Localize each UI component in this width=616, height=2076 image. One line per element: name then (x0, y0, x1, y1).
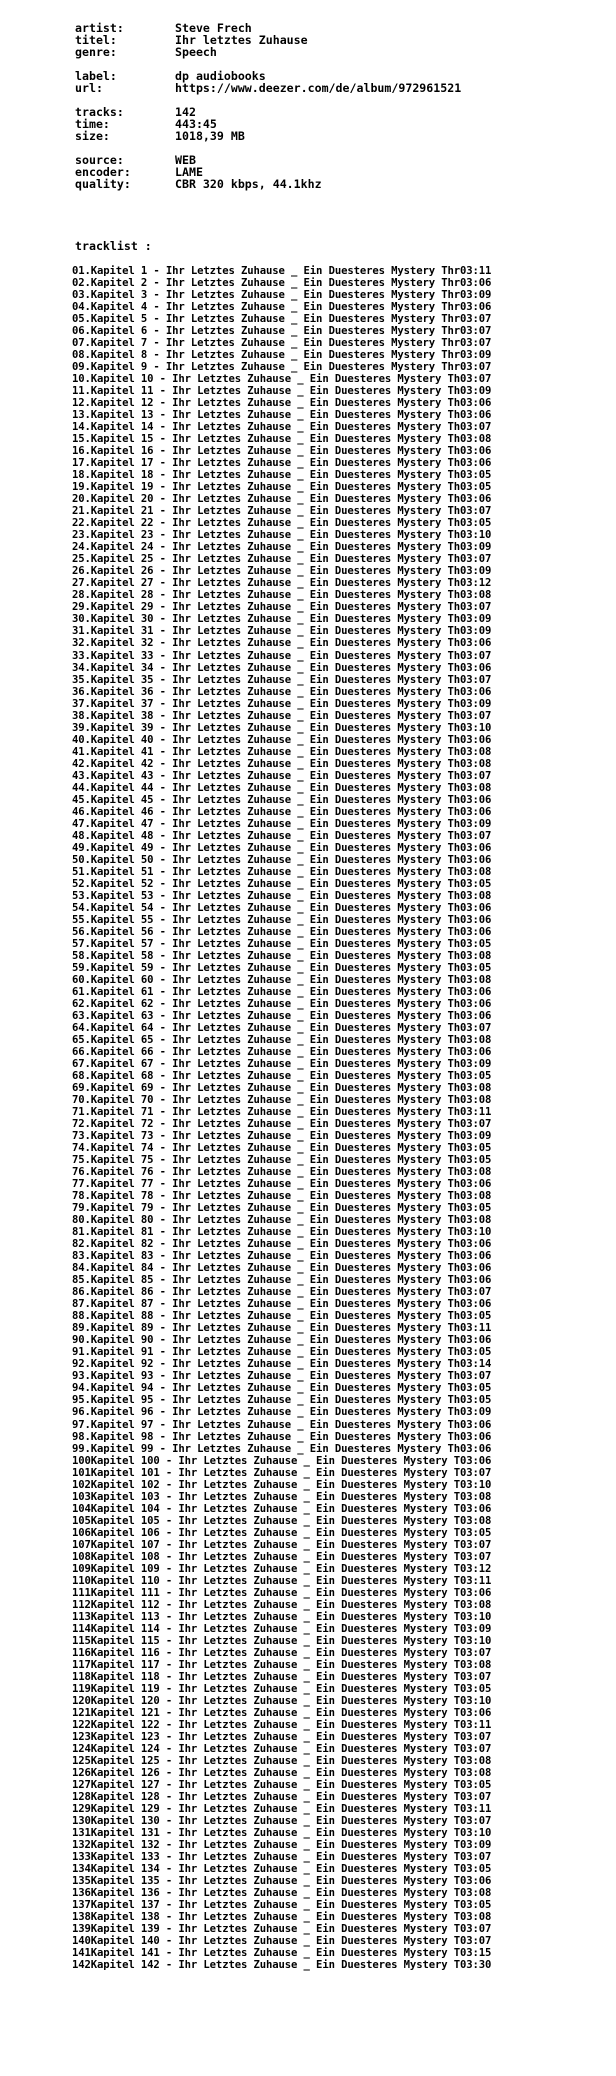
info-key: source: (75, 153, 124, 167)
info-value: 142 (175, 105, 196, 119)
track-row: 68.Kapitel 68 - Ihr Letztes Zuhause _ Ein Duesteres Mystery Th03:05 (72, 1070, 492, 1083)
track-row: 35.Kapitel 35 - Ihr Letztes Zuhause _ Ein Duesteres Mystery Th03:07 (72, 673, 492, 686)
track-row: 33.Kapitel 33 - Ihr Letztes Zuhause _ Ein Duesteres Mystery Th03:07 (72, 649, 492, 662)
track-row: 122Kapitel 122 - Ihr Letztes Zuhause _ Ein Duesteres Mystery T03:11 (72, 1718, 492, 1731)
track-row: 139Kapitel 139 - Ihr Letztes Zuhause _ Ein Duesteres Mystery T03:07 (72, 1923, 492, 1936)
track-row: 15.Kapitel 15 - Ihr Letztes Zuhause _ Ein Duesteres Mystery Th03:08 (72, 433, 492, 446)
track-row: 109Kapitel 109 - Ihr Letztes Zuhause _ Ein Duesteres Mystery T03:12 (72, 1562, 492, 1575)
info-key: size: (75, 129, 110, 143)
track-row: 125Kapitel 125 - Ihr Letztes Zuhause _ Ein Duesteres Mystery T03:08 (72, 1754, 492, 1767)
info-spacer (75, 94, 461, 106)
track-row: 101Kapitel 101 - Ihr Letztes Zuhause _ Ein Duesteres Mystery T03:07 (72, 1466, 492, 1479)
track-row: 133Kapitel 133 - Ihr Letztes Zuhause _ Ein Duesteres Mystery T03:07 (72, 1851, 492, 1864)
track-row: 127Kapitel 127 - Ihr Letztes Zuhause _ Ein Duesteres Mystery T03:05 (72, 1778, 492, 1791)
track-row: 40.Kapitel 40 - Ihr Letztes Zuhause _ Ein Duesteres Mystery Th03:06 (72, 733, 492, 746)
track-row: 82.Kapitel 82 - Ihr Letztes Zuhause _ Ein Duesteres Mystery Th03:06 (72, 1238, 492, 1251)
info-value: Ihr letztes Zuhause (175, 33, 308, 47)
track-row: 60.Kapitel 60 - Ihr Letztes Zuhause _ Ein Duesteres Mystery Th03:08 (72, 973, 492, 986)
track-row: 64.Kapitel 64 - Ihr Letztes Zuhause _ Ein Duesteres Mystery Th03:07 (72, 1021, 492, 1034)
track-row: 116Kapitel 116 - Ihr Letztes Zuhause _ Ein Duesteres Mystery T03:07 (72, 1646, 492, 1659)
track-row: 59.Kapitel 59 - Ihr Letztes Zuhause _ Ein Duesteres Mystery Th03:05 (72, 961, 492, 974)
track-row: 56.Kapitel 56 - Ihr Letztes Zuhause _ Ein Duesteres Mystery Th03:06 (72, 925, 492, 938)
info-value: 443:45 (175, 117, 217, 131)
track-row: 26.Kapitel 26 - Ihr Letztes Zuhause _ Ein Duesteres Mystery Th03:09 (72, 565, 492, 578)
info-value: WEB (175, 153, 196, 167)
track-row: 46.Kapitel 46 - Ihr Letztes Zuhause _ Ein Duesteres Mystery Th03:06 (72, 805, 492, 818)
info-key: label: (75, 69, 117, 83)
track-row: 129Kapitel 129 - Ihr Letztes Zuhause _ Ein Duesteres Mystery T03:11 (72, 1803, 492, 1815)
track-row: 138Kapitel 138 - Ihr Letztes Zuhause _ Ein Duesteres Mystery T03:08 (72, 1911, 492, 1924)
track-row: 96.Kapitel 96 - Ihr Letztes Zuhause _ Ein Duesteres Mystery Th03:09 (72, 1406, 492, 1419)
track-row: 108Kapitel 108 - Ihr Letztes Zuhause _ Ein Duesteres Mystery T03:07 (72, 1550, 492, 1563)
track-row: 24.Kapitel 24 - Ihr Letztes Zuhause _ Ein Duesteres Mystery Th03:09 (72, 541, 492, 554)
track-row: 30.Kapitel 30 - Ihr Letztes Zuhause _ Ein Duesteres Mystery Th03:09 (72, 613, 492, 626)
track-row: 42.Kapitel 42 - Ihr Letztes Zuhause _ Ein Duesteres Mystery Th03:08 (72, 757, 492, 770)
info-key: titel: (75, 33, 117, 47)
info-row (75, 154, 461, 166)
track-row: 69.Kapitel 69 - Ihr Letztes Zuhause _ Ein Duesteres Mystery Th03:08 (72, 1082, 492, 1095)
track-row: 09.Kapitel 9 - Ihr Letztes Zuhause _ Ein Duesteres Mystery Thr03:07 (72, 361, 492, 374)
track-row: 37.Kapitel 37 - Ihr Letztes Zuhause _ Ein Duesteres Mystery Th03:09 (72, 697, 492, 710)
track-row: 11.Kapitel 11 - Ihr Letztes Zuhause _ Ein Duesteres Mystery Th03:09 (72, 385, 492, 398)
track-row: 51.Kapitel 51 - Ihr Letztes Zuhause _ Ein Duesteres Mystery Th03:08 (72, 865, 492, 878)
track-row: 79.Kapitel 79 - Ihr Letztes Zuhause _ Ein Duesteres Mystery Th03:05 (72, 1202, 492, 1215)
track-row: 13.Kapitel 13 - Ihr Letztes Zuhause _ Ein Duesteres Mystery Th03:06 (72, 409, 492, 422)
info-key: artist: (75, 21, 124, 35)
info-row (75, 106, 461, 118)
track-row: 53.Kapitel 53 - Ihr Letztes Zuhause _ Ein Duesteres Mystery Th03:08 (72, 889, 492, 902)
info-row (75, 178, 461, 190)
info-row (75, 46, 461, 58)
track-row: 106Kapitel 106 - Ihr Letztes Zuhause _ Ein Duesteres Mystery T03:05 (72, 1526, 492, 1539)
track-row: 93.Kapitel 93 - Ihr Letztes Zuhause _ Ein Duesteres Mystery Th03:07 (72, 1370, 492, 1383)
track-row: 131Kapitel 131 - Ihr Letztes Zuhause _ Ein Duesteres Mystery T03:10 (72, 1827, 492, 1840)
info-value: Steve Frech (175, 21, 252, 35)
track-row: 47.Kapitel 47 - Ihr Letztes Zuhause _ Ein Duesteres Mystery Th03:09 (72, 817, 492, 830)
track-row: 114Kapitel 114 - Ihr Letztes Zuhause _ Ein Duesteres Mystery T03:09 (72, 1622, 492, 1635)
info-value: Speech (175, 45, 217, 59)
track-row: 107Kapitel 107 - Ihr Letztes Zuhause _ Ein Duesteres Mystery T03:07 (72, 1538, 492, 1551)
track-row: 76.Kapitel 76 - Ihr Letztes Zuhause _ Ein Duesteres Mystery Th03:08 (72, 1166, 492, 1179)
track-row: 21.Kapitel 21 - Ihr Letztes Zuhause _ Ein Duesteres Mystery Th03:07 (72, 505, 492, 518)
track-row: 128Kapitel 128 - Ihr Letztes Zuhause _ Ein Duesteres Mystery T03:07 (72, 1790, 492, 1803)
track-row: 08.Kapitel 8 - Ihr Letztes Zuhause _ Ein Duesteres Mystery Thr03:09 (72, 349, 492, 362)
track-row: 112Kapitel 112 - Ihr Letztes Zuhause _ Ein Duesteres Mystery T03:08 (72, 1598, 492, 1611)
track-row: 92.Kapitel 92 - Ihr Letztes Zuhause _ Ein Duesteres Mystery Th03:14 (72, 1358, 492, 1371)
track-row: 100Kapitel 100 - Ihr Letztes Zuhause _ Ein Duesteres Mystery T03:06 (72, 1454, 492, 1467)
info-spacer (75, 58, 461, 70)
track-row: 87.Kapitel 87 - Ihr Letztes Zuhause _ Ein Duesteres Mystery Th03:06 (72, 1298, 492, 1311)
track-row: 25.Kapitel 25 - Ihr Letztes Zuhause _ Ein Duesteres Mystery Th03:07 (72, 553, 492, 566)
track-row: 03.Kapitel 3 - Ihr Letztes Zuhause _ Ein Duesteres Mystery Thr03:09 (72, 289, 492, 302)
track-row: 78.Kapitel 78 - Ihr Letztes Zuhause _ Ein Duesteres Mystery Th03:08 (72, 1190, 492, 1203)
track-row: 115Kapitel 115 - Ihr Letztes Zuhause _ Ein Duesteres Mystery T03:10 (72, 1634, 492, 1647)
track-row: 58.Kapitel 58 - Ihr Letztes Zuhause _ Ein Duesteres Mystery Th03:08 (72, 949, 492, 962)
track-row: 45.Kapitel 45 - Ihr Letztes Zuhause _ Ein Duesteres Mystery Th03:06 (72, 793, 492, 806)
track-row: 16.Kapitel 16 - Ihr Letztes Zuhause _ Ein Duesteres Mystery Th03:06 (72, 445, 492, 458)
info-key: genre: (75, 45, 117, 59)
track-row: 04.Kapitel 4 - Ihr Letztes Zuhause _ Ein Duesteres Mystery Thr03:06 (72, 301, 492, 314)
info-value: dp audiobooks (175, 69, 266, 83)
track-row: 43.Kapitel 43 - Ihr Letztes Zuhause _ Ein Duesteres Mystery Th03:07 (72, 769, 492, 782)
info-spacer (75, 142, 461, 154)
track-row: 104Kapitel 104 - Ihr Letztes Zuhause _ Ein Duesteres Mystery T03:06 (72, 1502, 492, 1515)
track-row: 141Kapitel 141 - Ihr Letztes Zuhause _ Ein Duesteres Mystery T03:15 (72, 1947, 492, 1960)
info-key: url: (75, 81, 103, 95)
track-row: 136Kapitel 136 - Ihr Letztes Zuhause _ Ein Duesteres Mystery T03:08 (72, 1887, 492, 1900)
info-value: LAME (175, 165, 203, 179)
track-row: 63.Kapitel 63 - Ihr Letztes Zuhause _ Ein Duesteres Mystery Th03:06 (72, 1009, 492, 1022)
track-row: 119Kapitel 119 - Ihr Letztes Zuhause _ Ein Duesteres Mystery T03:05 (72, 1682, 492, 1695)
track-row: 105Kapitel 105 - Ihr Letztes Zuhause _ Ein Duesteres Mystery T03:08 (72, 1514, 492, 1527)
track-row: 28.Kapitel 28 - Ihr Letztes Zuhause _ Ein Duesteres Mystery Th03:08 (72, 589, 492, 602)
track-row: 80.Kapitel 80 - Ihr Letztes Zuhause _ Ein Duesteres Mystery Th03:08 (72, 1214, 492, 1227)
track-row: 89.Kapitel 89 - Ihr Letztes Zuhause _ Ein Duesteres Mystery Th03:11 (72, 1322, 492, 1335)
track-row: 130Kapitel 130 - Ihr Letztes Zuhause _ Ein Duesteres Mystery T03:07 (72, 1815, 492, 1828)
track-row: 05.Kapitel 5 - Ihr Letztes Zuhause _ Ein Duesteres Mystery Thr03:07 (72, 313, 492, 326)
track-row: 111Kapitel 111 - Ihr Letztes Zuhause _ Ein Duesteres Mystery T03:06 (72, 1586, 492, 1599)
track-row: 67.Kapitel 67 - Ihr Letztes Zuhause _ Ein Duesteres Mystery Th03:09 (72, 1058, 492, 1071)
track-row: 103Kapitel 103 - Ihr Letztes Zuhause _ Ein Duesteres Mystery T03:08 (72, 1490, 492, 1503)
track-row: 110Kapitel 110 - Ihr Letztes Zuhause _ Ein Duesteres Mystery T03:11 (72, 1574, 492, 1587)
info-row (75, 118, 461, 130)
track-row: 61.Kapitel 61 - Ihr Letztes Zuhause _ Ein Duesteres Mystery Th03:06 (72, 985, 492, 998)
track-row: 14.Kapitel 14 - Ihr Letztes Zuhause _ Ein Duesteres Mystery Th03:07 (72, 421, 492, 434)
track-row: 99.Kapitel 99 - Ihr Letztes Zuhause _ Ein Duesteres Mystery Th03:06 (72, 1442, 492, 1455)
track-row: 41.Kapitel 41 - Ihr Letztes Zuhause _ Ein Duesteres Mystery Th03:08 (72, 745, 492, 758)
track-row: 118Kapitel 118 - Ihr Letztes Zuhause _ Ein Duesteres Mystery T03:07 (72, 1670, 492, 1683)
track-row: 36.Kapitel 36 - Ihr Letztes Zuhause _ Ein Duesteres Mystery Th03:06 (72, 685, 492, 698)
info-row (75, 130, 461, 142)
track-row: 113Kapitel 113 - Ihr Letztes Zuhause _ Ein Duesteres Mystery T03:10 (72, 1610, 492, 1623)
track-row: 90.Kapitel 90 - Ihr Letztes Zuhause _ Ein Duesteres Mystery Th03:06 (72, 1334, 492, 1347)
track-row: 83.Kapitel 83 - Ihr Letztes Zuhause _ Ein Duesteres Mystery Th03:06 (72, 1250, 492, 1263)
track-row: 77.Kapitel 77 - Ihr Letztes Zuhause _ Ein Duesteres Mystery Th03:06 (72, 1178, 492, 1191)
track-row: 22.Kapitel 22 - Ihr Letztes Zuhause _ Ein Duesteres Mystery Th03:05 (72, 517, 492, 530)
track-row: 55.Kapitel 55 - Ihr Letztes Zuhause _ Ein Duesteres Mystery Th03:06 (72, 913, 492, 926)
track-row: 29.Kapitel 29 - Ihr Letztes Zuhause _ Ein Duesteres Mystery Th03:07 (72, 601, 492, 614)
track-row: 97.Kapitel 97 - Ihr Letztes Zuhause _ Ein Duesteres Mystery Th03:06 (72, 1418, 492, 1431)
track-row: 49.Kapitel 49 - Ihr Letztes Zuhause _ Ein Duesteres Mystery Th03:06 (72, 841, 492, 854)
track-row: 137Kapitel 137 - Ihr Letztes Zuhause _ Ein Duesteres Mystery T03:05 (72, 1899, 492, 1912)
track-row: 31.Kapitel 31 - Ihr Letztes Zuhause _ Ein Duesteres Mystery Th03:09 (72, 625, 492, 638)
track-row: 124Kapitel 124 - Ihr Letztes Zuhause _ Ein Duesteres Mystery T03:07 (72, 1742, 492, 1755)
track-row: 102Kapitel 102 - Ihr Letztes Zuhause _ Ein Duesteres Mystery T03:10 (72, 1478, 492, 1491)
track-row: 142Kapitel 142 - Ihr Letztes Zuhause _ Ein Duesteres Mystery T03:30 (72, 1959, 492, 1972)
track-row: 57.Kapitel 57 - Ihr Letztes Zuhause _ Ein Duesteres Mystery Th03:05 (72, 937, 492, 950)
track-row: 135Kapitel 135 - Ihr Letztes Zuhause _ Ein Duesteres Mystery T03:06 (72, 1875, 492, 1888)
track-row: 66.Kapitel 66 - Ihr Letztes Zuhause _ Ein Duesteres Mystery Th03:06 (72, 1046, 492, 1059)
track-row: 84.Kapitel 84 - Ihr Letztes Zuhause _ Ein Duesteres Mystery Th03:06 (72, 1262, 492, 1275)
track-row: 12.Kapitel 12 - Ihr Letztes Zuhause _ Ein Duesteres Mystery Th03:06 (72, 397, 492, 410)
track-row: 132Kapitel 132 - Ihr Letztes Zuhause _ Ein Duesteres Mystery T03:09 (72, 1839, 492, 1852)
tracklist-heading: tracklist : (75, 239, 152, 253)
track-row: 44.Kapitel 44 - Ihr Letztes Zuhause _ Ein Duesteres Mystery Th03:08 (72, 781, 492, 794)
track-row: 01.Kapitel 1 - Ihr Letztes Zuhause _ Ein Duesteres Mystery Thr03:11 (72, 265, 492, 277)
track-row: 02.Kapitel 2 - Ihr Letztes Zuhause _ Ein Duesteres Mystery Thr03:06 (72, 277, 492, 290)
track-row: 74.Kapitel 74 - Ihr Letztes Zuhause _ Ein Duesteres Mystery Th03:05 (72, 1142, 492, 1155)
track-row: 88.Kapitel 88 - Ihr Letztes Zuhause _ Ein Duesteres Mystery Th03:05 (72, 1310, 492, 1323)
track-row: 34.Kapitel 34 - Ihr Letztes Zuhause _ Ein Duesteres Mystery Th03:06 (72, 661, 492, 674)
track-row: 27.Kapitel 27 - Ihr Letztes Zuhause _ Ein Duesteres Mystery Th03:12 (72, 577, 492, 590)
track-row: 91.Kapitel 91 - Ihr Letztes Zuhause _ Ein Duesteres Mystery Th03:05 (72, 1346, 492, 1359)
track-row: 54.Kapitel 54 - Ihr Letztes Zuhause _ Ein Duesteres Mystery Th03:06 (72, 901, 492, 914)
track-row: 70.Kapitel 70 - Ihr Letztes Zuhause _ Ein Duesteres Mystery Th03:08 (72, 1094, 492, 1107)
track-row: 07.Kapitel 7 - Ihr Letztes Zuhause _ Ein Duesteres Mystery Thr03:07 (72, 337, 492, 350)
track-row: 126Kapitel 126 - Ihr Letztes Zuhause _ Ein Duesteres Mystery T03:08 (72, 1766, 492, 1779)
info-value: CBR 320 kbps, 44.1khz (175, 177, 322, 191)
track-row: 19.Kapitel 19 - Ihr Letztes Zuhause _ Ein Duesteres Mystery Th03:05 (72, 481, 492, 494)
info-key: encoder: (75, 165, 131, 179)
track-row: 48.Kapitel 48 - Ihr Letztes Zuhause _ Ein Duesteres Mystery Th03:07 (72, 829, 492, 842)
info-row (75, 82, 461, 94)
track-row: 06.Kapitel 6 - Ihr Letztes Zuhause _ Ein Duesteres Mystery Thr03:07 (72, 325, 492, 338)
track-row: 62.Kapitel 62 - Ihr Letztes Zuhause _ Ein Duesteres Mystery Th03:06 (72, 997, 492, 1010)
track-row: 123Kapitel 123 - Ihr Letztes Zuhause _ Ein Duesteres Mystery T03:07 (72, 1730, 492, 1743)
tracklist (72, 265, 612, 1971)
track-row: 71.Kapitel 71 - Ihr Letztes Zuhause _ Ein Duesteres Mystery Th03:11 (72, 1106, 492, 1119)
track-row: 32.Kapitel 32 - Ihr Letztes Zuhause _ Ein Duesteres Mystery Th03:06 (72, 637, 492, 650)
release-info (75, 22, 461, 190)
track-row: 18.Kapitel 18 - Ihr Letztes Zuhause _ Ein Duesteres Mystery Th03:05 (72, 469, 492, 482)
track-row: 75.Kapitel 75 - Ihr Letztes Zuhause _ Ein Duesteres Mystery Th03:05 (72, 1154, 492, 1167)
track-row: 98.Kapitel 98 - Ihr Letztes Zuhause _ Ein Duesteres Mystery Th03:06 (72, 1430, 492, 1443)
info-key: time: (75, 117, 110, 131)
track-row: 86.Kapitel 86 - Ihr Letztes Zuhause _ Ein Duesteres Mystery Th03:07 (72, 1286, 492, 1299)
track-row: 121Kapitel 121 - Ihr Letztes Zuhause _ Ein Duesteres Mystery T03:06 (72, 1706, 492, 1719)
track-row: 73.Kapitel 73 - Ihr Letztes Zuhause _ Ein Duesteres Mystery Th03:09 (72, 1130, 492, 1143)
info-key: tracks: (75, 105, 124, 119)
track-row: 95.Kapitel 95 - Ihr Letztes Zuhause _ Ein Duesteres Mystery Th03:05 (72, 1394, 492, 1407)
track-row: 38.Kapitel 38 - Ihr Letztes Zuhause _ Ein Duesteres Mystery Th03:07 (72, 709, 492, 722)
track-row: 85.Kapitel 85 - Ihr Letztes Zuhause _ Ein Duesteres Mystery Th03:06 (72, 1274, 492, 1287)
info-value: 1018,39 MB (175, 129, 245, 143)
track-row: 23.Kapitel 23 - Ihr Letztes Zuhause _ Ein Duesteres Mystery Th03:10 (72, 529, 492, 542)
track-row: 17.Kapitel 17 - Ihr Letztes Zuhause _ Ein Duesteres Mystery Th03:06 (72, 457, 492, 470)
info-value: https://www.deezer.com/de/album/972961521 (175, 81, 462, 95)
info-row (75, 34, 461, 46)
track-row: 65.Kapitel 65 - Ihr Letztes Zuhause _ Ein Duesteres Mystery Th03:08 (72, 1034, 492, 1046)
track-row: 50.Kapitel 50 - Ihr Letztes Zuhause _ Ein Duesteres Mystery Th03:06 (72, 853, 492, 866)
track-row: 10.Kapitel 10 - Ihr Letztes Zuhause _ Ein Duesteres Mystery Th03:07 (72, 373, 492, 386)
track-row: 72.Kapitel 72 - Ihr Letztes Zuhause _ Ein Duesteres Mystery Th03:07 (72, 1118, 492, 1131)
track-row: 134Kapitel 134 - Ihr Letztes Zuhause _ Ein Duesteres Mystery T03:05 (72, 1863, 492, 1876)
track-row: 117Kapitel 117 - Ihr Letztes Zuhause _ Ein Duesteres Mystery T03:08 (72, 1658, 492, 1671)
info-key: quality: (75, 177, 131, 191)
track-row: 140Kapitel 140 - Ihr Letztes Zuhause _ Ein Duesteres Mystery T03:07 (72, 1935, 492, 1948)
track-row: 39.Kapitel 39 - Ihr Letztes Zuhause _ Ein Duesteres Mystery Th03:10 (72, 721, 492, 734)
track-row: 81.Kapitel 81 - Ihr Letztes Zuhause _ Ein Duesteres Mystery Th03:10 (72, 1226, 492, 1239)
track-row: 120Kapitel 120 - Ihr Letztes Zuhause _ Ein Duesteres Mystery T03:10 (72, 1694, 492, 1707)
track-row: 94.Kapitel 94 - Ihr Letztes Zuhause _ Ein Duesteres Mystery Th03:05 (72, 1382, 492, 1395)
track-row: 52.Kapitel 52 - Ihr Letztes Zuhause _ Ein Duesteres Mystery Th03:05 (72, 877, 492, 890)
track-row: 20.Kapitel 20 - Ihr Letztes Zuhause _ Ein Duesteres Mystery Th03:06 (72, 493, 492, 506)
